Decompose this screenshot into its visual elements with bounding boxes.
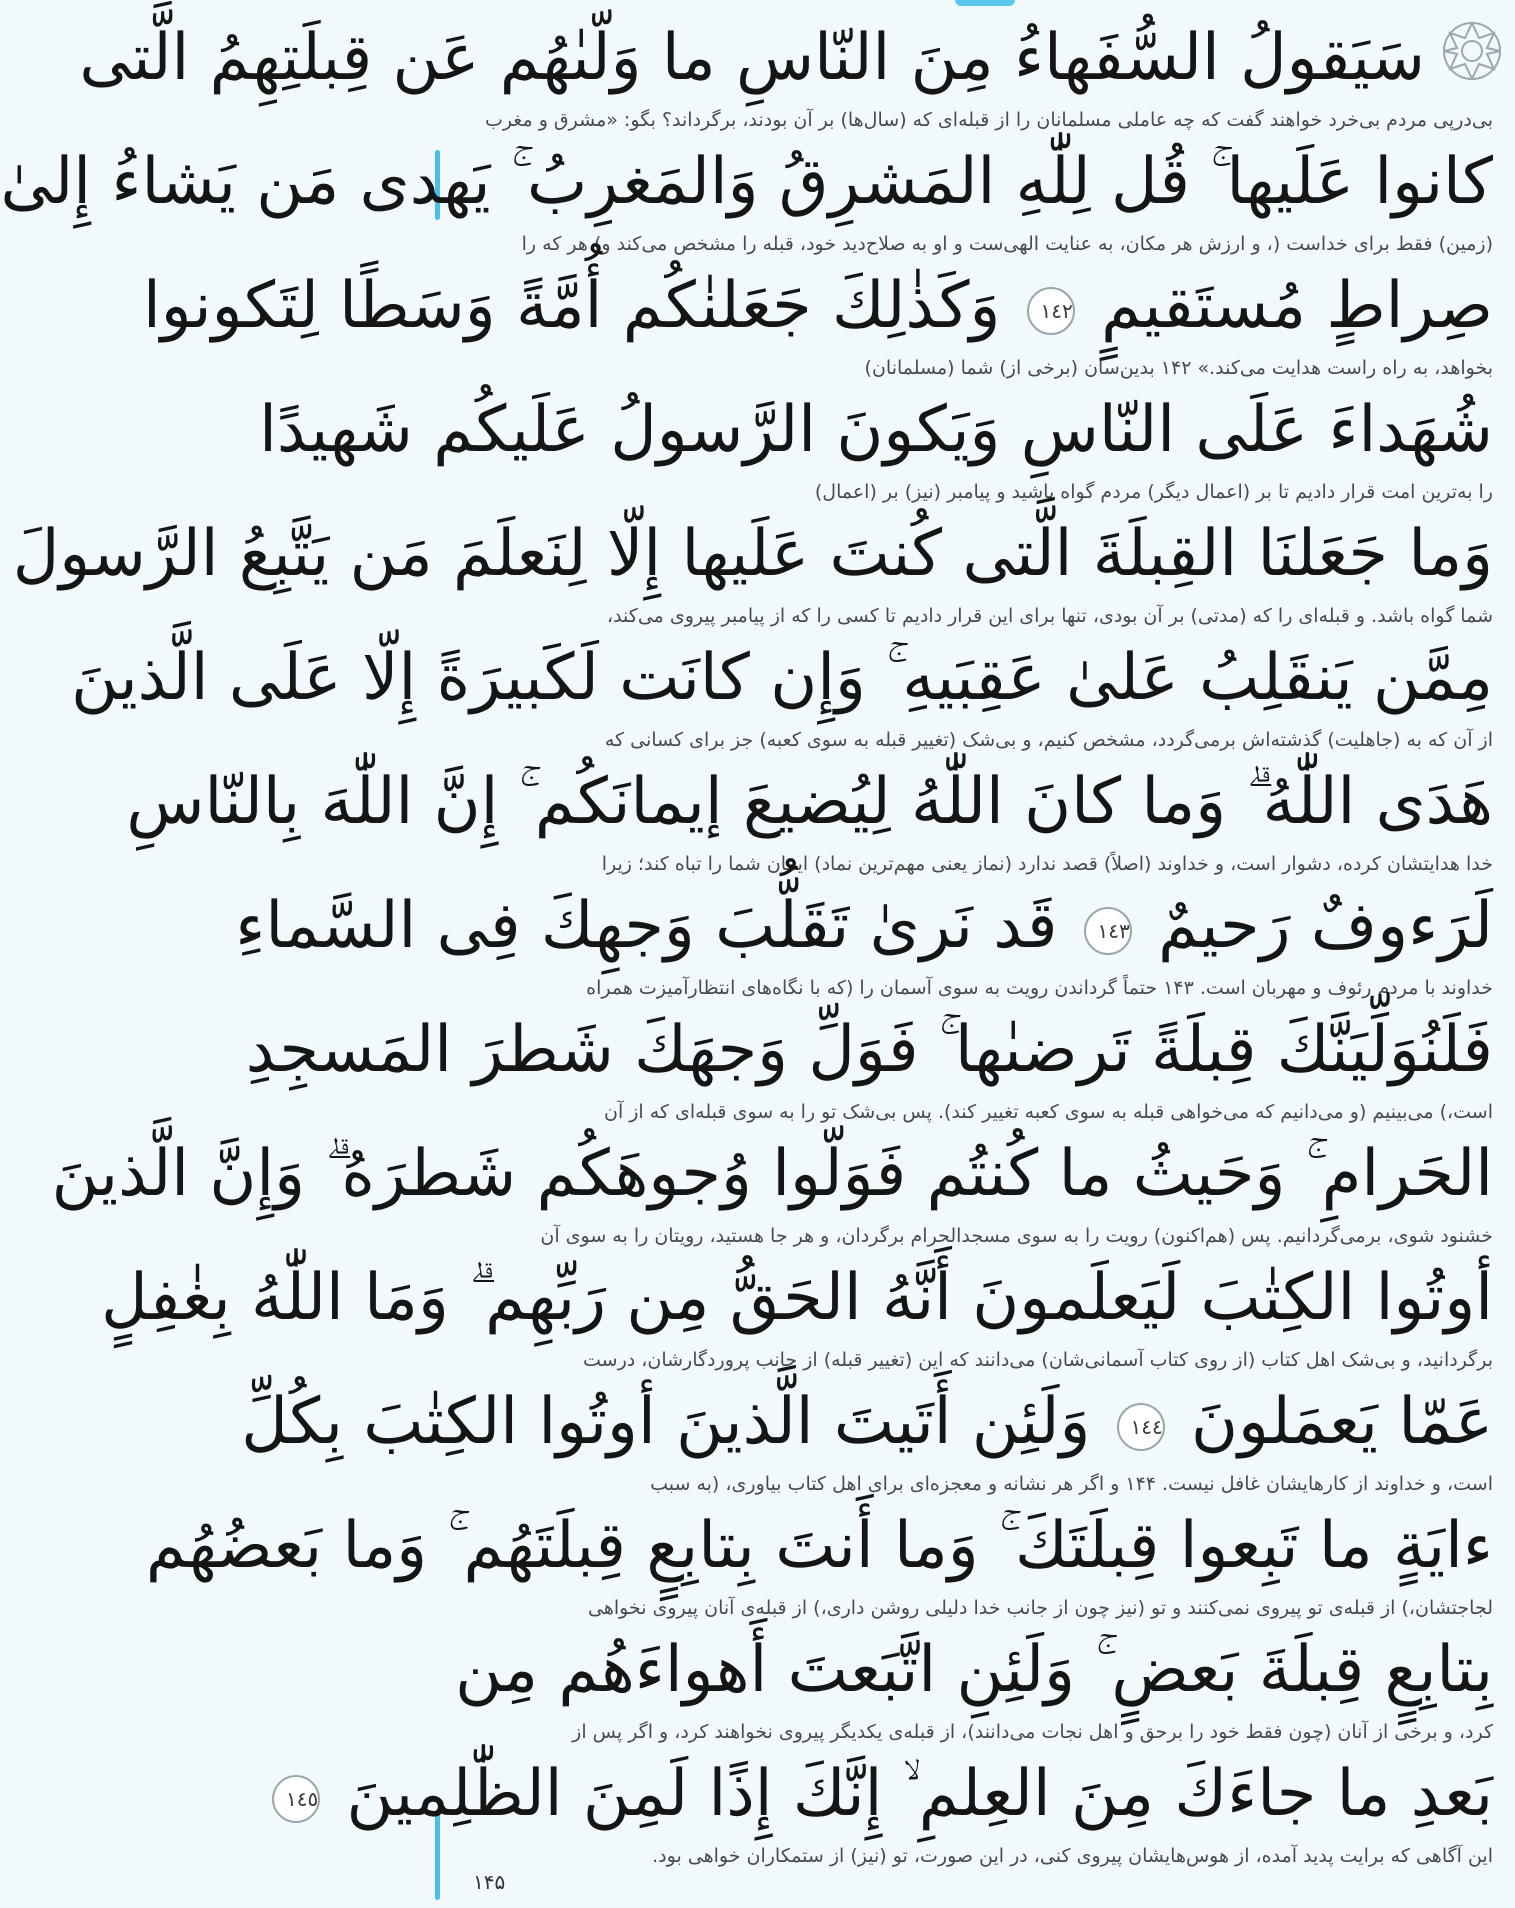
verse-line-pair xyxy=(0,136,1493,260)
arabic-line: ءايَةٍ ما تَبِعوا قِبلَتَكَ ۚ وَما أَنتَ بِتابِعٍ قِبلَتَهُم ۚ وَما بَعضُهُم xyxy=(145,1509,1493,1583)
arabic-line: وَما جَعَلنَا القِبلَةَ الَّتى كُنتَ عَلَيها إِلّا لِنَعلَمَ مَن يَتَّبِعُ الرَّسولَ xyxy=(12,517,1493,591)
verse-line-pair xyxy=(455,1624,1493,1748)
quran-page xyxy=(0,12,1493,1872)
persian-translation-line: لجاجتشان،) از قبله‌ی تو پیروی نمی‌کنند و تو (نیز چون از جانب خدا دلیلی روشن داری،) از قبله‌ی آنان پیروی نخواهی xyxy=(587,1597,1493,1619)
persian-translation-line: این آگاهی که برایت پدید آمده، از هوس‌هایشان پیروی کنی، در این صورت، تو (نیز) از ستمکاران خواهی بود. xyxy=(652,1845,1493,1867)
arabic-segment: وَكَذٰلِكَ جَعَلنٰكُم أُمَّةً وَسَطًا لِتَكونوا xyxy=(142,269,1001,343)
ayah-number-marker: ١٤٥ xyxy=(272,1775,320,1823)
persian-translation-line: بخواهد، به راه راست هدایت می‌کند.» ۱۴۲ بدین‌سان (برخی از) شما (مسلمانان) xyxy=(864,357,1493,379)
arabic-segment: قَد نَرىٰ تَقَلُّبَ وَجهِكَ فِى السَّماءِ xyxy=(235,889,1058,963)
verse-line-pair xyxy=(241,1376,1493,1500)
top-bar xyxy=(435,0,1515,10)
ayah-number-marker: ١٤٤ xyxy=(1117,1403,1165,1451)
persian-translation-line: برگردانید، و بی‌شک اهل کتاب (از روی کتاب آسمانی‌شان) می‌دانند که این (تغییر قبله) از جانب پروردگارشان، درست xyxy=(583,1349,1493,1371)
arabic-line: فَلَنُوَلِّيَنَّكَ قِبلَةً تَرضىٰها ۚ فَوَلِّ وَجهَكَ شَطرَ المَسجِدِ xyxy=(245,1013,1493,1087)
arabic-line: هَدَى اللّٰهُ ۗ وَما كانَ اللّٰهُ لِيُضيعَ إيمانَكُم ۚ إِنَّ اللّٰهَ بِالنّاسِ xyxy=(126,765,1493,839)
verse-line-pair xyxy=(142,260,1493,384)
arabic-line xyxy=(285,1748,1493,1840)
arabic-line: شُهَداءَ عَلَى النّاسِ وَيَكونَ الرَّسولُ عَلَيكُم شَهيدًا xyxy=(259,393,1493,467)
arabic-line xyxy=(142,260,1493,352)
page-number: ۱۴۵ xyxy=(473,1870,506,1894)
arabic-line: كانوا عَلَيها ۚ قُل لِلّٰهِ المَشرِقُ وَالمَغرِبُ ۚ يَهدى مَن يَشاءُ إِلىٰ xyxy=(0,145,1493,219)
verse-line-pair xyxy=(126,756,1493,880)
persian-translation-line: کرد، و برخی از آنان (چون فقط خود را برحق و اهل نجات می‌دانند)، از قبله‌ی یکدیگر پیروی نخواهند کرد، و اگر پس از xyxy=(572,1721,1493,1743)
arabic-segment: عَمّا يَعمَلونَ xyxy=(1191,1385,1493,1459)
verse-line-pair xyxy=(79,12,1493,136)
arabic-segment: صِراطٍ مُستَقيمٍ xyxy=(1101,269,1493,343)
arabic-segment: وَلَئِن أَتَيتَ الَّذينَ أوتُوا الكِتٰبَ بِكُلِّ xyxy=(241,1385,1091,1459)
persian-translation-line: شما گواه باشد. و قبله‌ای را که (مدتی) بر آن بودی، تنها برای این قرار دادیم تا کسی را که از پیامبر پیروی می‌کند، xyxy=(606,605,1493,627)
verse-line-pair xyxy=(71,632,1493,756)
persian-translation-line: خشنود شوی، برمی‌گردانیم. پس (هم‌اکنون) رویت را به سوی مسجدالحرام برگردان، و هر جا هستید، رویتان را به سوی آن xyxy=(540,1225,1493,1247)
arabic-line: بِتابِعٍ قِبلَةَ بَعضٍ ۚ وَلَئِنِ اتَّبَعتَ أَهواءَهُم مِن xyxy=(455,1633,1493,1707)
ayah-number-marker: ١٤٢ xyxy=(1027,287,1075,335)
persian-translation-line: خدا هدایتشان کرده، دشوار است، و خداوند (اصلاً) قصد ندارد (نماز یعنی مهم‌ترین نماد) ایمان شما را تباه کند؛ زیرا xyxy=(601,853,1493,875)
arabic-line: الحَرامِ ۚ وَحَيثُ ما كُنتُم فَوَلّوا وُجوهَكُم شَطرَهُ ۗ وَإِنَّ الَّذينَ xyxy=(51,1137,1493,1211)
persian-translation-line: است،) می‌بینیم (و می‌دانیم که می‌خواهی قبله به سوی کعبه تغییر کند). پس بی‌شک تو را به سوی قبله‌ای که از آن xyxy=(603,1101,1493,1123)
persian-translation-line: است، و خداوند از کارهایشان غافل نیست. ۱۴۴ و اگر هر نشانه و معجزه‌ای برای اهل کتاب بیاوری، (به سبب xyxy=(650,1473,1493,1495)
arabic-line: سَيَقولُ السُّفَهاءُ مِنَ النّاسِ ما وَلّىٰهُم عَن قِبلَتِهِمُ الَّتى xyxy=(79,21,1425,95)
arabic-line: مِمَّن يَنقَلِبُ عَلىٰ عَقِبَيهِ ۚ وَإِن كانَت لَكَبيرَةً إِلّا عَلَى الَّذينَ xyxy=(71,641,1493,715)
verse-line-pair xyxy=(285,1748,1493,1872)
verse-line-pair xyxy=(51,1128,1493,1252)
persian-translation-line: بی‌درپی مردم بی‌خرد خواهند گفت که چه عاملی مسلمانان را از قبله‌ای که (سال‌ها) بر آن بودند، برگرداند؟ بگو: «مشرق و مغرب xyxy=(484,109,1493,131)
arabic-line xyxy=(241,1376,1493,1468)
verse-line-pair xyxy=(12,508,1493,632)
persian-translation-line: را به‌ترین امت قرار دادیم تا بر (اعمال دیگر) مردم گواه باشید و پیامبر (نیز) بر (اعمال) xyxy=(814,481,1493,503)
verse-line-pair xyxy=(235,880,1493,1004)
arabic-segment: لَرَءوفٌ رَحيمٌ xyxy=(1158,889,1493,963)
persian-translation-line: از آن که به (جاهلیت) گذشته‌اش برمی‌گردد، مشخص کنیم، و بی‌شک (تغییر قبله به سوی کعبه) جز برای کسانی که xyxy=(604,729,1493,751)
persian-translation-line: (زمین) فقط برای خداست (، و ارزش هر مکان، به عنایت الهی‌ست و او به صلاح‌دید خود، قبله را مشخص می‌کند و) هر که را xyxy=(521,233,1493,255)
arabic-segment: بَعدِ ما جاءَكَ مِنَ العِلمِ ۙ إِنَّكَ إِذًا لَمِنَ الظّٰلِمينَ xyxy=(346,1757,1493,1831)
verse-line-pair xyxy=(259,384,1493,508)
verse-line-pair xyxy=(101,1252,1493,1376)
arabic-line xyxy=(235,880,1493,972)
persian-translation-line: خداوند با مردم رئوف و مهربان است. ۱۴۳ حتماً گرداندن رویت به سوی آسمان را (که با نگاه‌های انتظارآمیزت همراه xyxy=(586,977,1493,999)
arabic-line: أوتُوا الكِتٰبَ لَيَعلَمونَ أَنَّهُ الحَقُّ مِن رَبِّهِم ۗ وَمَا اللّٰهُ بِغٰفِلٍ xyxy=(101,1261,1493,1335)
top-tab-marker xyxy=(955,0,1015,6)
verse-line-pair xyxy=(145,1500,1493,1624)
ayah-number-marker: ١٤٣ xyxy=(1084,907,1132,955)
verse-line-pair xyxy=(245,1004,1493,1128)
